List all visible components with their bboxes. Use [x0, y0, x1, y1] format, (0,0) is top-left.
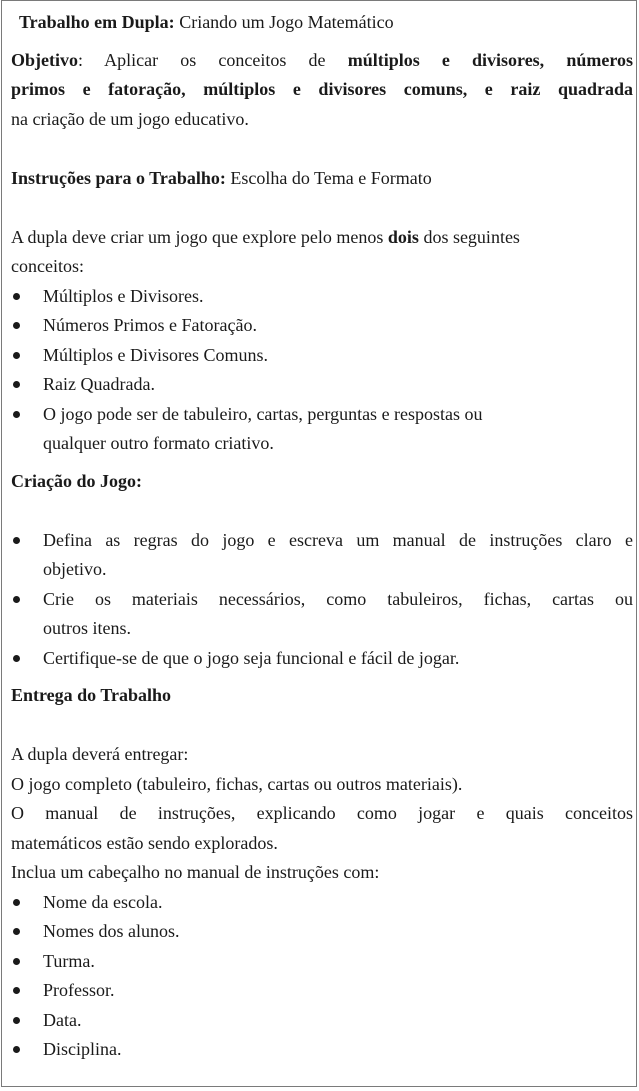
bullet-icon — [13, 987, 20, 994]
bullet-icon — [13, 381, 20, 388]
list-item: Turma. — [11, 947, 633, 977]
criacao-list — [11, 526, 633, 674]
bullet-icon — [13, 958, 20, 965]
list-item: Nomes dos alunos. — [11, 917, 633, 947]
document-title: Trabalho em Dupla: Criando um Jogo Matemático — [19, 12, 394, 32]
entrega-heading: Entrega do Trabalho — [11, 685, 172, 705]
objetivo-label: Objetivo — [11, 49, 78, 70]
list-item: Crie os materiais necessários, como tabuleiros, fichas, cartas ou outros itens. — [11, 585, 633, 644]
list-item: Múltiplos e Divisores Comuns. — [11, 341, 633, 371]
list-item: Múltiplos e Divisores. — [11, 282, 633, 312]
instrucoes-heading: Instruções para o Trabalho: Escolha do Tema e Formato — [11, 167, 432, 188]
bullet-icon — [13, 1017, 20, 1024]
concepts-list — [11, 282, 633, 459]
document-content: Trabalho em Dupla: Criando um Jogo Matemático Objetivo: Aplicar os conceitos de múltiplos e divisores, números primos e fatoração, múltiplos e divisores comuns, e raiz quadrada na criação de um jogo educativo. Instruções para o Trabalho: Escolha do Tema e Formato A dupla deve criar um jogo que explore pelo menos dois dos seguintes conceitos: Múltiplos e Divisores. Números Primos e Fatoração. Múltiplos e Divisores Comuns. Raiz Quadrada. O jogo pode ser de tabuleiro, cartas, perguntas e respostas ou qualquer outro formato criativo. Criação do Jogo: Defina as regras do jogo e escreva um manual de instruções claro e objetivo. Crie os materiais necessários, como tabuleiros, fichas, cartas ou outros itens. Certifique-se de que o jogo seja funcional e fácil de jogar. Entrega do Trabalho A dupla deverá entregar: O jogo completo (tabuleiro, fichas, cartas ou outros materiais). O manual de instruções, explicando como jogar e quais conceitos matemáticos estão sendo explorados. Inclua um cabeçalho no manual de instruções com: Nome da escola. Nomes dos alunos. Turma. Professor. Data. Disciplina. — [11, 8, 633, 1065]
objetivo-paragraph: Objetivo: Aplicar os conceitos de múltiplos e divisores, números primos e fatoração, múltiplos e divisores comuns, e raiz quadrada na criação de um jogo educativo. — [11, 49, 634, 129]
bullet-icon — [13, 596, 20, 603]
list-item: Números Primos e Fatoração. — [11, 311, 633, 341]
list-item: O jogo pode ser de tabuleiro, cartas, perguntas e respostas ou qualquer outro formato criativo. — [11, 400, 633, 459]
bullet-icon — [13, 655, 20, 662]
bullet-icon — [13, 411, 20, 418]
bullet-icon — [13, 899, 20, 906]
instrucoes-intro: A dupla deve criar um jogo que explore pelo menos dois dos seguintes conceitos: — [11, 226, 520, 276]
bullet-icon — [13, 352, 20, 359]
list-item: Defina as regras do jogo e escreva um manual de instruções claro e objetivo. — [11, 526, 633, 585]
bullet-icon — [13, 293, 20, 300]
bullet-icon — [13, 322, 20, 329]
bullet-icon — [13, 928, 20, 935]
list-item: Certifique-se de que o jogo seja funcional e fácil de jogar. — [11, 644, 633, 674]
list-item: Data. — [11, 1006, 633, 1036]
bullet-icon — [13, 537, 20, 544]
bullet-icon — [13, 1046, 20, 1053]
list-item: Disciplina. — [11, 1035, 633, 1065]
list-item: Professor. — [11, 976, 633, 1006]
list-item: Raiz Quadrada. — [11, 370, 633, 400]
criacao-heading: Criação do Jogo: — [11, 470, 142, 491]
list-item: Nome da escola. — [11, 888, 633, 918]
cabecalho-list — [11, 888, 633, 1065]
